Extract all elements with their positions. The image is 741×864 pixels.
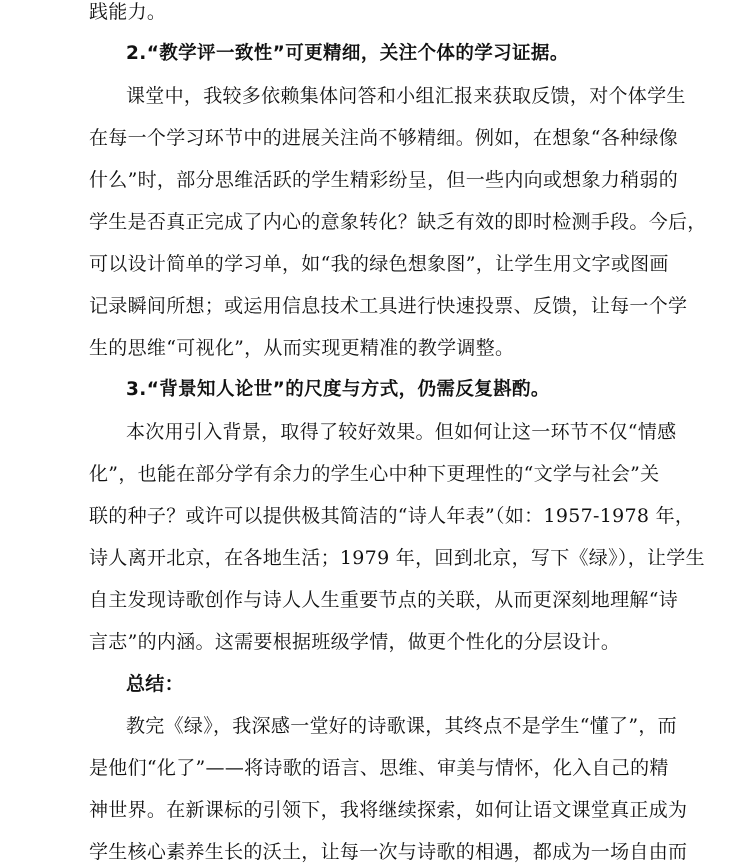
paragraph-line: 神世界。在新课标的引领下，我将继续探索，如何让语文课堂真正成为 [89, 799, 688, 821]
paragraph-line: 可以设计简单的学习单，如“我的绿色想象图”，让学生用文字或图画 [89, 253, 669, 275]
paragraph-line: 在每一个学习环节中的进展关注尚不够精细。例如，在想象“各种绿像 [89, 127, 679, 149]
paragraph-line: 学生是否真正完成了内心的意象转化？缺乏有效的即时检测手段。今后， [89, 211, 707, 233]
paragraph-line: 言志”的内涵。这需要根据班级学情，做更个性化的分层设计。 [89, 631, 621, 653]
section-heading-2: 2.“教学评一致性”可更精细，关注个体的学习证据。 [126, 43, 569, 64]
paragraph-line: 联的种子？或许可以提供极其简洁的“诗人年表”（如：1957-1978 年， [89, 505, 695, 527]
paragraph-line: 生的思维“可视化”，从而实现更精准的教学调整。 [89, 337, 515, 359]
paragraph-line: 记录瞬间所想；或运用信息技术工具进行快速投票、反馈，让每一个学 [89, 295, 688, 317]
paragraph-line: 什么”时，部分思维活跃的学生精彩纷呈，但一些内向或想象力稍弱的 [89, 169, 679, 191]
paragraph-line: 是他们“化了”——将诗歌的语言、思维、审美与情怀，化入自己的精 [89, 757, 669, 779]
paragraph-line: 课堂中，我较多依赖集体问答和小组汇报来获取反馈，对个体学生 [126, 85, 686, 107]
paragraph-line: 自主发现诗歌创作与诗人人生重要节点的关联，从而更深刻地理解“诗 [89, 589, 679, 611]
paragraph-line: 教完《绿》，我深感一堂好的诗歌课，其终点不是学生“懂了”，而 [126, 715, 677, 737]
paragraph-line: 诗人离开北京，在各地生活；1979 年，回到北京，写下《绿》），让学生 [89, 547, 705, 569]
section-heading-3: 3.“背景知人论世”的尺度与方式，仍需反复斟酌。 [126, 379, 550, 400]
paragraph-line: 践能力。 [89, 1, 167, 23]
summary-heading: 总结： [126, 673, 184, 695]
paragraph-line: 学生核心素养生长的沃土，让每一次与诗歌的相遇，都成为一场自由而 [89, 841, 688, 863]
paragraph-line: 化”，也能在部分学有余力的学生心中种下更理性的“文学与社会”关 [89, 463, 660, 485]
paragraph-line: 本次用引入背景，取得了较好效果。但如何让这一环节不仅“情感 [126, 421, 677, 443]
